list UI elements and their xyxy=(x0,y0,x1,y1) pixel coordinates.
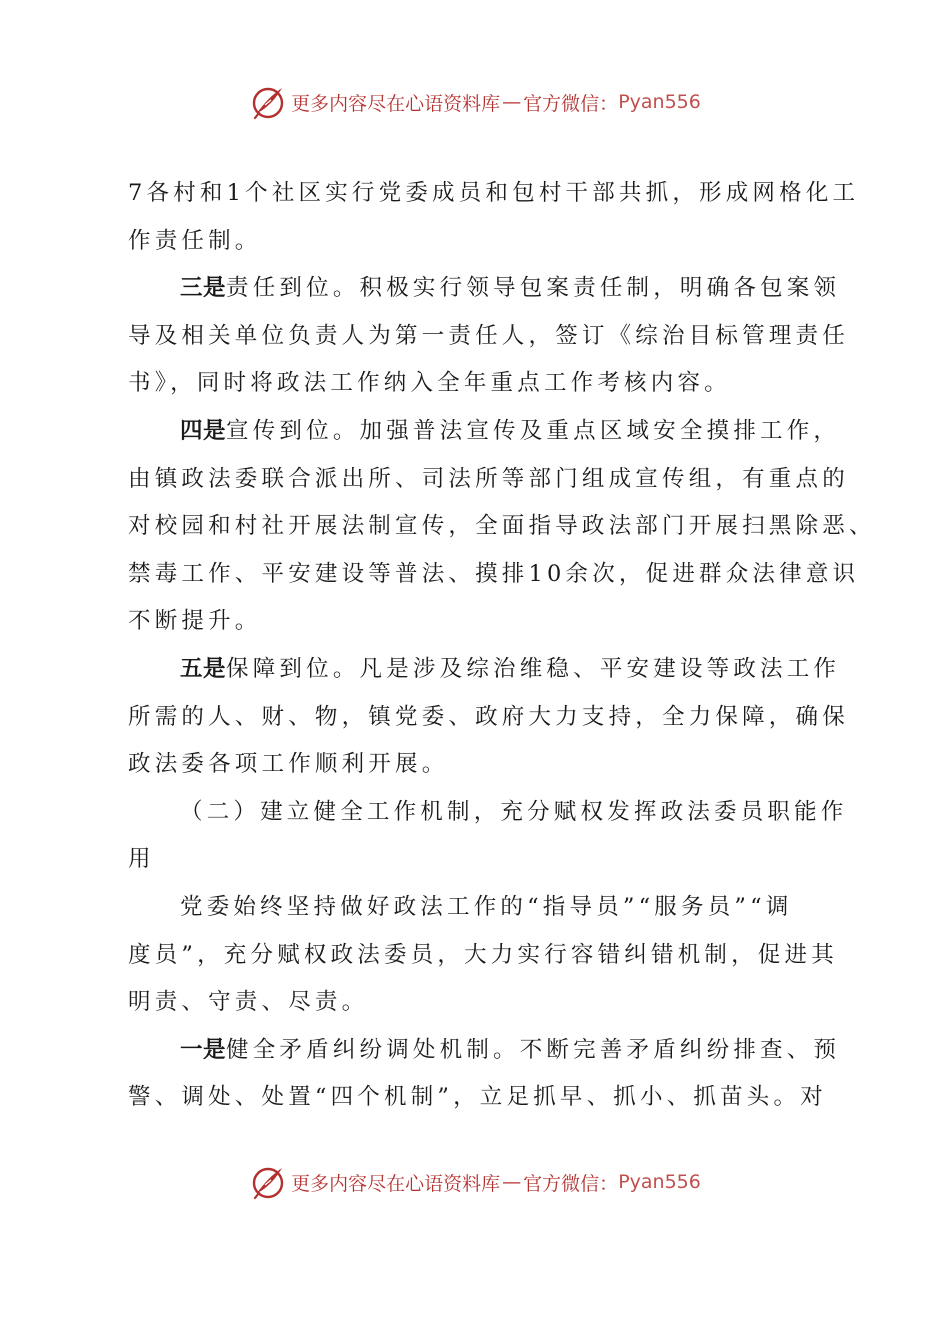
p1-line-1: 7各村和1个社区实行党委成员和包村干部共抓，形成网格化工 xyxy=(128,180,860,206)
p4-line-1 xyxy=(128,646,841,694)
p1-line-2: 作责任制。 xyxy=(128,227,262,254)
footer-wechat-label: 官方微信： xyxy=(523,1172,619,1195)
header-watermark-text: 更多内容尽在心语资料库 xyxy=(291,92,501,115)
p3-line-1 xyxy=(128,408,841,456)
p6-line-2: 度员”，充分赋权政法委员，大力实行容错纠错机制，促进其 xyxy=(128,941,838,968)
p3-line-3: 对校园和村社开展法制宣传，全面指导政法部门开展扫黑除恶、 xyxy=(128,513,876,540)
p3-line-4: 禁毒工作、平安建设等普法、摸排10余次，促进群众法律意识 xyxy=(128,560,860,587)
p2-line-3: 书》，同时将政法工作纳入全年重点工作考核内容。 xyxy=(128,370,731,397)
footer-watermark-text: 更多内容尽在心语资料库 xyxy=(291,1172,501,1195)
p7-line-2: 警、调处、处置“四个机制”，立足抓早、抓小、抓苗头。对 xyxy=(128,1084,827,1111)
quill-logo-icon xyxy=(249,1163,287,1201)
footer-watermark xyxy=(0,1162,950,1202)
p3-lead: 四是 xyxy=(180,417,227,444)
p3-line-5: 不断提升。 xyxy=(128,608,262,635)
header-dash: — xyxy=(502,91,522,113)
p4-lead: 五是 xyxy=(180,655,227,682)
p3-line-2: 由镇政法委联合派出所、司法所等部门组成宣传组，有重点的 xyxy=(128,465,849,492)
p4-line-3: 政法委各项工作顺利开展。 xyxy=(128,751,449,778)
p7-line-1 xyxy=(128,1027,841,1075)
header-wechat-label: 官方微信： xyxy=(523,92,619,115)
p3-line-1-text: 宣传到位。加强普法宣传及重点区域安全摸排工作， xyxy=(226,417,841,444)
p4-line-1-text: 保障到位。凡是涉及综治维稳、平安建设等政法工作 xyxy=(226,655,841,682)
p2-line-2: 导及相关单位负责人为第一责任人，签订《综治目标管理责任 xyxy=(128,322,849,349)
footer-dash: — xyxy=(502,1171,522,1193)
p4-line-2: 所需的人、财、物，镇党委、政府大力支持，全力保障，确保 xyxy=(128,703,849,730)
header-watermark xyxy=(0,82,950,122)
p2-line-1 xyxy=(128,265,841,313)
p6-line-3: 明责、守责、尽责。 xyxy=(128,989,369,1016)
footer-wechat-id: Pyan556 xyxy=(618,1171,701,1193)
p2-lead: 三是 xyxy=(180,275,227,302)
p7-lead: 一是 xyxy=(180,1036,227,1063)
p2-line-1-text: 责任到位。积极实行领导包案责任制，明确各包案领 xyxy=(226,275,841,302)
header-wechat-id: Pyan556 xyxy=(618,91,701,113)
quill-logo-icon xyxy=(249,83,287,121)
p6-line-1: 党委始终坚持做好政法工作的“指导员”“服务员”“调 xyxy=(180,893,793,920)
section-heading-line-1: （二）建立健全工作机制，充分赋权发挥政法委员职能作 xyxy=(180,798,848,825)
section-heading-line-2: 用 xyxy=(128,846,155,873)
document-body xyxy=(128,170,876,1122)
p7-line-1-text: 健全矛盾纠纷调处机制。不断完善矛盾纠纷排查、预 xyxy=(226,1036,841,1063)
